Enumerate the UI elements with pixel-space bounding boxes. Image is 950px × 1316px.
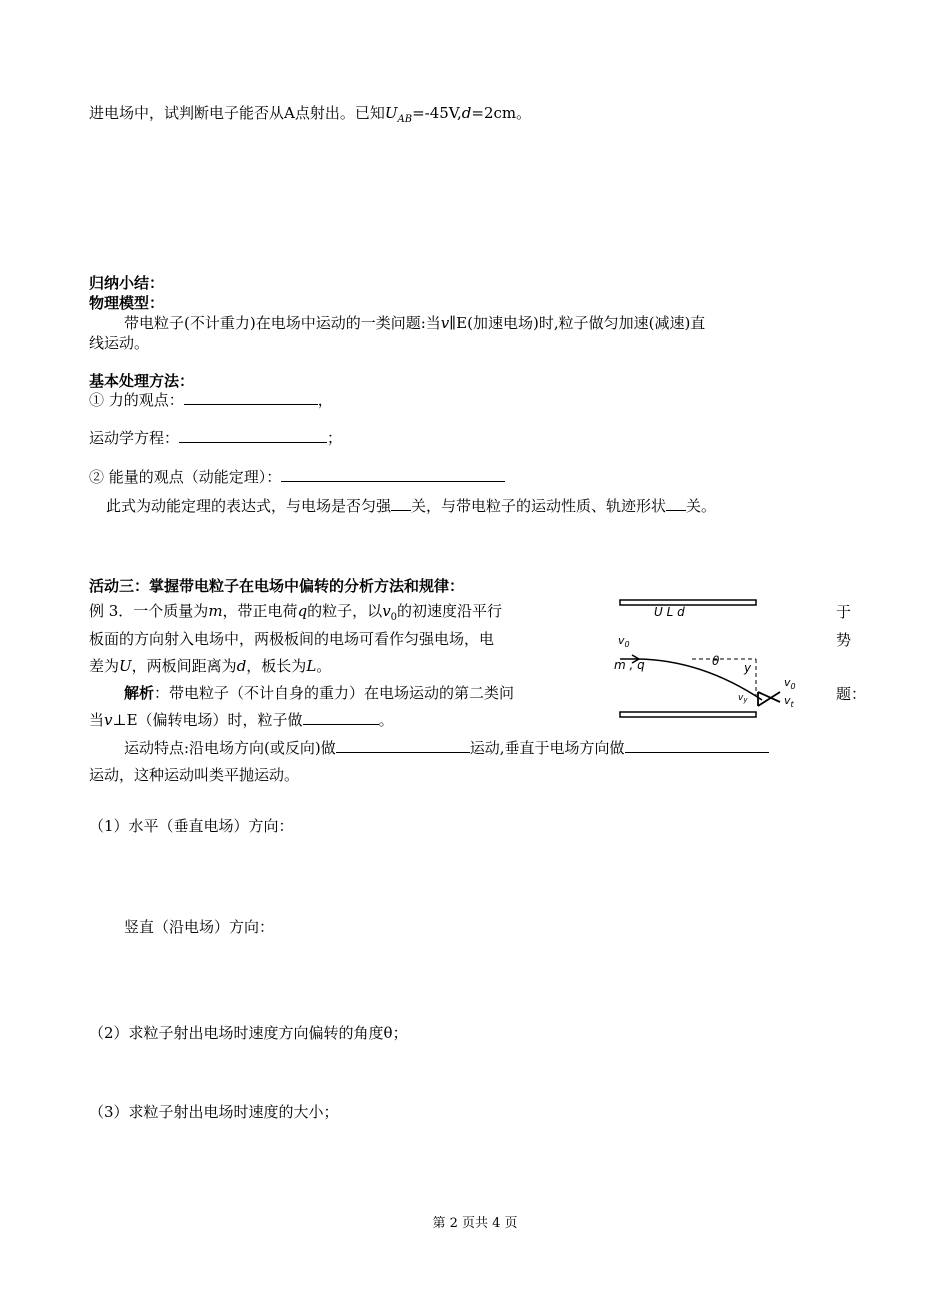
model-paragraph-line1	[124, 313, 705, 333]
example3-text-e: 。	[316, 657, 332, 675]
activity3-title: 活动三：掌握带电粒子在电场中偏转的分析方法和规律：	[89, 577, 465, 595]
page-footer: 第 2 页共 4 页	[432, 1216, 518, 1231]
intro-line	[89, 103, 531, 130]
model-text-b: ∥E(加速电场)时,粒子做匀加速(减速)直	[449, 314, 706, 332]
motion-text-b: 运动,垂直于电场方向做	[469, 739, 625, 757]
distance-symbol: d	[236, 657, 247, 675]
cut-text-1: 于	[836, 603, 852, 621]
note-blank-1[interactable]	[391, 496, 411, 511]
question-2: （2）求粒子射出电场时速度方向偏转的角度θ；	[89, 1024, 408, 1042]
note-text-c: 关。	[686, 497, 717, 515]
example-text-b: ，带正电荷	[222, 602, 298, 620]
force-line	[89, 390, 333, 410]
voltage-symbol: U	[384, 104, 398, 122]
mass-charge-label: m , q	[614, 658, 645, 672]
mass-symbol: m	[208, 602, 223, 620]
vt-label: $v_t$	[784, 694, 794, 709]
example3-text-c: ，板长为	[246, 657, 307, 675]
analysis-line1	[124, 683, 514, 703]
analysis2-text-c: 。	[378, 711, 394, 729]
cut-text-2: 势	[836, 631, 852, 649]
velocity-symbol: v	[382, 602, 391, 620]
theta-label: θ	[712, 654, 720, 668]
velocity-symbol: v	[104, 711, 113, 729]
bottom-plate	[620, 712, 756, 717]
kinematics-end: ；	[327, 429, 343, 447]
example-line3	[89, 656, 331, 676]
velocity-subscript: 0	[390, 612, 398, 623]
energy-blank[interactable]	[281, 467, 505, 482]
intro-text: 进电场中，试判断电子能否从A点射出。已知	[89, 104, 385, 122]
example-text-d: 的初速度沿平行	[397, 602, 503, 620]
example3-text-b: ，两板间距离为	[131, 657, 237, 675]
motion-blank-2[interactable]	[625, 738, 769, 753]
force-end: ，	[317, 391, 333, 409]
vy-label: $v_y$	[738, 693, 748, 704]
voltage-subscript: AB	[397, 114, 413, 125]
top-plate	[620, 600, 756, 605]
y-label: y	[744, 661, 752, 675]
motion-text-a: 运动特点:沿电场方向(或反向)做	[124, 739, 336, 757]
distance-symbol: d	[461, 104, 472, 122]
motion-type-blank[interactable]	[303, 710, 379, 725]
example3-text-a: 差为	[89, 657, 120, 675]
example-line1	[89, 601, 502, 628]
voltage-value: =-45V,	[412, 104, 462, 122]
v0-label: $v_0$	[618, 634, 630, 649]
kinematics-blank[interactable]	[179, 428, 327, 443]
note-text-b: 关，与带电粒子的运动性质、轨迹形状	[411, 497, 667, 515]
motion-blank-1[interactable]	[336, 738, 470, 753]
deflection-diagram	[612, 596, 842, 724]
model-title: 物理模型：	[89, 294, 165, 312]
kinematics-label: 运动学方程：	[89, 429, 180, 447]
question-3: （3）求粒子射出电场时速度的大小；	[89, 1103, 339, 1121]
velocity-symbol: v	[440, 314, 450, 332]
model-paragraph-line2: 线运动。	[89, 334, 150, 352]
question-1: （1）水平（垂直电场）方向：	[89, 817, 294, 835]
energy-line	[89, 467, 505, 487]
motion-line2: 运动，这种运动叫类平抛运动。	[89, 766, 300, 784]
distance-value: =2cm。	[471, 104, 532, 122]
model-text-a: 带电粒子(不计重力)在电场中运动的一类问题:当	[124, 314, 441, 332]
length-symbol: L	[306, 657, 317, 675]
summary-title: 归纳小结：	[89, 274, 165, 292]
analysis-text: ：带电粒子（不计自身的重力）在电场运动的第二类问	[154, 684, 515, 702]
analysis2-text-b: ⊥E（偏转电场）时，粒子做	[112, 711, 303, 729]
kinematics-line	[89, 428, 342, 448]
analysis2-text-a: 当	[89, 711, 105, 729]
cut-text-3: 题：	[836, 685, 867, 703]
question-1b: 竖直（沿电场）方向：	[124, 918, 275, 936]
analysis-label: 解析	[124, 684, 155, 702]
note-line	[106, 496, 716, 516]
note-text-a: 此式为动能定理的表达式，与电场是否匀强	[106, 497, 392, 515]
analysis-line2	[89, 710, 394, 730]
energy-label: ② 能量的观点（动能定理）：	[89, 468, 282, 486]
note-blank-2[interactable]	[666, 496, 686, 511]
plate-label: U L d	[654, 605, 685, 619]
motion-line1	[124, 738, 769, 758]
method-title: 基本处理方法：	[89, 372, 195, 390]
example-text-a: 例 3．一个质量为	[89, 602, 209, 620]
force-label: ① 力的观点：	[89, 391, 184, 409]
charge-symbol: q	[297, 602, 308, 620]
example-text-c: 的粒子，以	[307, 602, 383, 620]
force-blank[interactable]	[184, 390, 318, 405]
voltage-symbol: U	[119, 657, 132, 675]
v0-right-label: $v_0$	[784, 676, 796, 691]
example-line2: 板面的方向射入电场中，两极板间的电场可看作匀强电场，电	[89, 630, 495, 648]
